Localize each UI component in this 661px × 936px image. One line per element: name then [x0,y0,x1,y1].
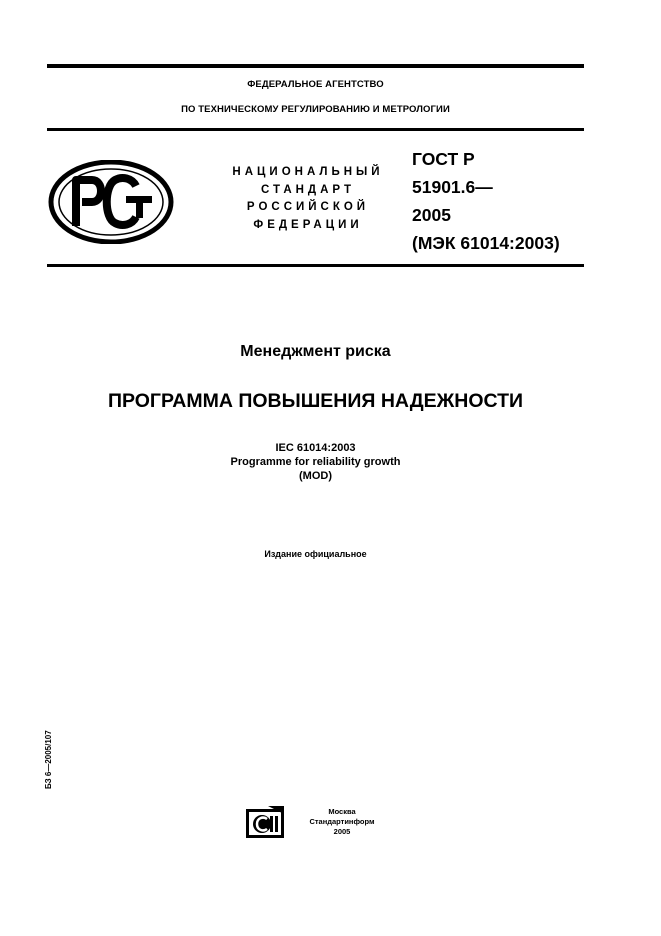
national-standard-label [218,164,398,234]
national-standard-line-3: РОССИЙСКОЙ [246,201,370,213]
national-standard-line-4: ФЕДЕРАЦИИ [253,218,363,231]
side-code: БЗ 6—2005/107 [44,730,53,789]
document-title: ПРОГРАММА ПОВЫШЕНИЯ НАДЕЖНОСТИ [107,390,524,412]
national-standard-line-1: НАЦИОНАЛЬНЫЙ [232,166,384,178]
header-rule [47,128,584,131]
iec-reference [47,441,584,483]
header-bottom-rule [47,264,584,267]
iec-reference-line-2: Programme for reliability growth [230,456,401,468]
designation-line-1: ГОСТ Р [412,149,475,169]
iec-reference-line-1: IEC 61014:2003 [275,442,356,454]
publisher-city: Москва [328,807,356,816]
designation-line-2: 51901.6— [412,177,493,197]
top-rule [47,64,584,68]
publisher-year: 2005 [333,827,351,836]
publisher-name: Стандартинформ [309,817,375,826]
iec-reference-line-3: (MOD) [299,470,332,482]
agency-line-1: ФЕДЕРАЛЬНОЕ АГЕНТСТВО [247,79,384,90]
document-subtitle: Менеджмент риска [240,343,391,360]
edition-label: Издание официальное [264,549,367,559]
agency-line-2: ПО ТЕХНИЧЕСКОМУ РЕГУЛИРОВАНИЮ И МЕТРОЛОГИИ [181,104,450,115]
publisher-block [292,807,392,837]
national-standard-line-2: СТАНДАРТ [261,183,355,196]
standartinform-icon [246,806,286,839]
designation-line-4: (МЭК 61014:2003) [412,233,560,253]
rst-mark-icon [48,160,174,244]
designation-line-3: 2005 [412,205,451,225]
standard-designation [412,145,560,257]
